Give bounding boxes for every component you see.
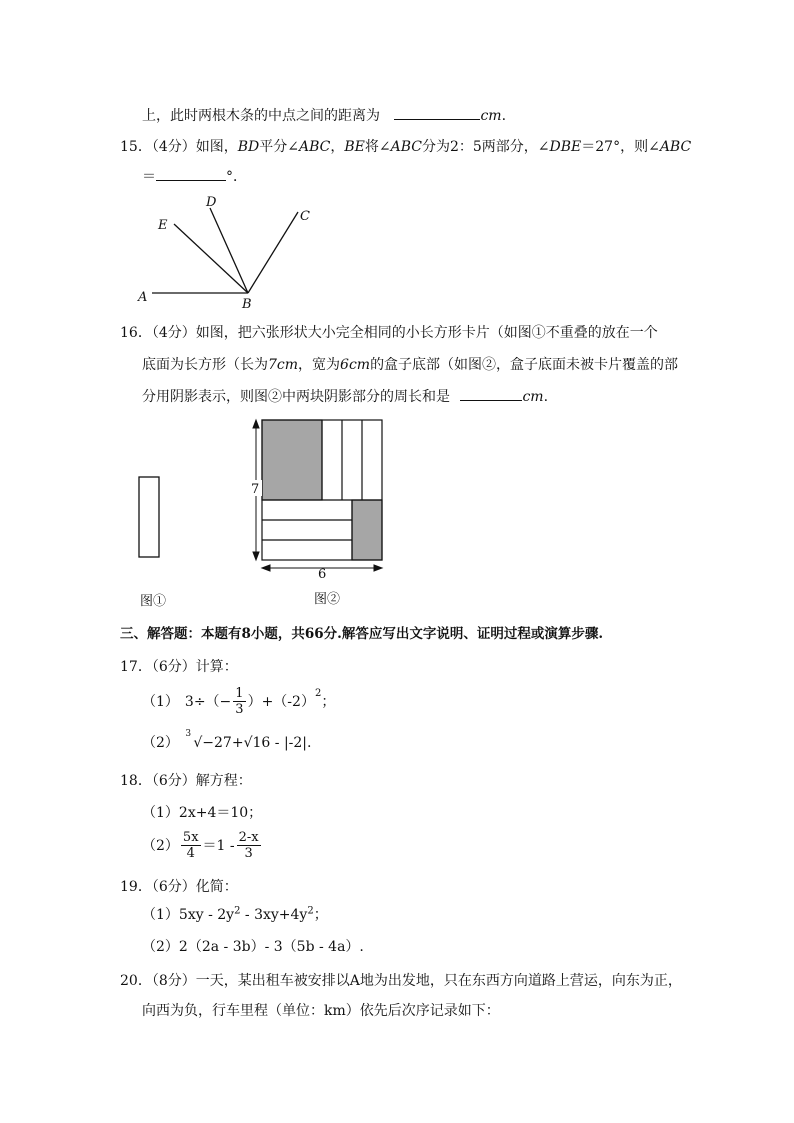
q15-text-f: ＝27°，则∠ xyxy=(581,139,660,155)
q18-fraction-2 xyxy=(237,830,261,861)
q18-part2 xyxy=(142,826,263,864)
q17-p1-label: （1） xyxy=(142,694,179,710)
shaded-region-top xyxy=(262,420,322,500)
q17-p1-end: ； xyxy=(321,694,336,710)
q15-dbe: DBE xyxy=(549,139,582,155)
q17-root-index: 3 xyxy=(185,729,192,739)
q19-part1 xyxy=(142,904,328,924)
height-label: 7 xyxy=(251,482,260,497)
q15-equals: ＝ xyxy=(142,169,156,185)
angle-figure xyxy=(130,192,330,312)
q17-frac-den: 3 xyxy=(235,701,244,717)
q16-text-2b: ，宽为 xyxy=(298,357,341,373)
q18-head: 18．（6分）解方程： xyxy=(120,773,252,789)
arrow-down-icon xyxy=(253,552,259,560)
q16-answer-blank xyxy=(460,388,522,401)
q15-text-b: 平分∠ xyxy=(259,139,299,155)
q15-be: BE xyxy=(344,139,365,155)
q16-end: . xyxy=(543,389,549,405)
label-a: A xyxy=(138,290,148,305)
q17-part1 xyxy=(142,684,335,718)
q15-text-c: ， xyxy=(330,139,345,155)
q15-text-d: 将∠ xyxy=(364,139,391,155)
q14-answer-blank xyxy=(394,107,480,120)
q17-p1-exponent: 2 xyxy=(314,688,322,699)
q15-abc: ABC xyxy=(298,139,331,155)
q16-text-3a: 分用阴影表示，则图②中两块阴影部分的周长和是 xyxy=(142,389,450,405)
arrow-right-icon xyxy=(374,565,382,571)
q17-p1-text-a: 3÷（− xyxy=(184,694,232,710)
q16-text-1: 16．（4分）如图，把六张形状大小完全相同的小长方形卡片（如图①不重叠的放在一个 xyxy=(120,325,658,341)
label-d: D xyxy=(206,195,217,210)
q18-part1: （1）2x+4＝10； xyxy=(142,805,263,821)
q15-bd: BD xyxy=(237,139,260,155)
q14-unit: cm xyxy=(480,108,502,124)
q14-tail xyxy=(142,105,506,125)
q19-head: 19．（6分）化简： xyxy=(120,879,238,895)
ray-bd xyxy=(210,208,248,293)
q16-unit: cm xyxy=(522,389,544,405)
q18-frac2-num: 2-x xyxy=(238,829,259,845)
q16-line2 xyxy=(142,354,678,374)
arrow-left-icon xyxy=(262,565,270,571)
q18-frac1-den: 4 xyxy=(186,845,195,861)
q18-frac1-num: 5x xyxy=(182,829,199,845)
q14-end: . xyxy=(501,108,507,124)
ray-bc xyxy=(248,212,298,293)
q18-p2-label: （2） xyxy=(142,838,179,854)
q16-line3 xyxy=(142,386,548,406)
q17-part2 xyxy=(142,729,312,752)
q15-text-a: 15．（4分）如图， xyxy=(120,139,238,155)
q18-frac2-den: 3 xyxy=(244,845,253,861)
q17-p1-text-b: ）+（-2） xyxy=(247,694,315,710)
q20-line1: 20．（8分）一天，某出租车被安排以A地为出发地，只在东西方向道路上营运，向东为正， xyxy=(120,973,682,989)
q15-answer-blank xyxy=(156,168,226,181)
shaded-region-bottom xyxy=(352,500,382,560)
q16-6cm: 6cm xyxy=(340,357,371,373)
q17-p2-label: （2） xyxy=(142,735,179,751)
q17-p2-root2: +√16 xyxy=(231,735,271,751)
width-label: 6 xyxy=(318,567,327,578)
section-3-title: 三、解答题：本题有8小题，共66分.解答应写出文字说明、证明过程或演算步骤. xyxy=(120,626,604,642)
figure-2-caption: 图② xyxy=(314,592,341,607)
q15-text-e: 分为2：5两部分，∠ xyxy=(421,139,550,155)
q16-text-2c: 的盒子底部（如图②，盒子底面未被卡片覆盖的部 xyxy=(370,357,679,373)
q17-fraction xyxy=(233,686,245,717)
q19-p1-b: - 3xy+4y xyxy=(240,907,308,923)
q17-p2-root1: √−27 xyxy=(193,735,232,751)
q18-p2-mid: ＝1 - xyxy=(202,838,235,854)
label-b: B xyxy=(242,297,252,312)
q18-fraction-1 xyxy=(181,830,201,861)
q14-text: 上，此时两根木条的中点之间的距离为 xyxy=(142,108,380,124)
q19-p1-exp1: 2 xyxy=(234,905,241,917)
q15-abc3: ABC xyxy=(659,139,692,155)
q19-part2: （2）2（2a - 3b）- 3（5b - 4a）. xyxy=(142,939,364,955)
q17-head: 17．（6分）计算： xyxy=(120,659,238,675)
q15-line2 xyxy=(142,166,247,186)
q20-line2: 向西为负，行车里程（单位：km）依先后次序记录如下： xyxy=(142,1003,500,1019)
q15-degree: °． xyxy=(226,169,247,185)
q19-p1-a: （1）5xy - 2y xyxy=(142,907,235,923)
ray-be xyxy=(174,224,248,293)
q15-line1 xyxy=(120,136,691,156)
q17-cube-root xyxy=(185,729,232,751)
figure-1-card xyxy=(138,476,162,560)
single-card-rect xyxy=(139,477,159,557)
figure-1-caption: 图① xyxy=(140,594,167,609)
q19-p1-end: ； xyxy=(313,907,328,923)
q16-7cm: 7cm xyxy=(268,357,299,373)
label-c: C xyxy=(300,209,310,224)
q19-p1-exp2: 2 xyxy=(307,905,314,917)
q17-p2-abs: - |-2|. xyxy=(270,735,312,751)
figure-2-box xyxy=(244,414,394,578)
q15-abc2: ABC xyxy=(390,139,422,155)
label-e: E xyxy=(158,218,168,233)
q16-line1 xyxy=(120,322,658,342)
arrow-up-icon xyxy=(253,420,259,428)
q17-frac-num: 1 xyxy=(235,685,244,701)
q16-text-2a: 底面为长方形（长为 xyxy=(142,357,268,373)
